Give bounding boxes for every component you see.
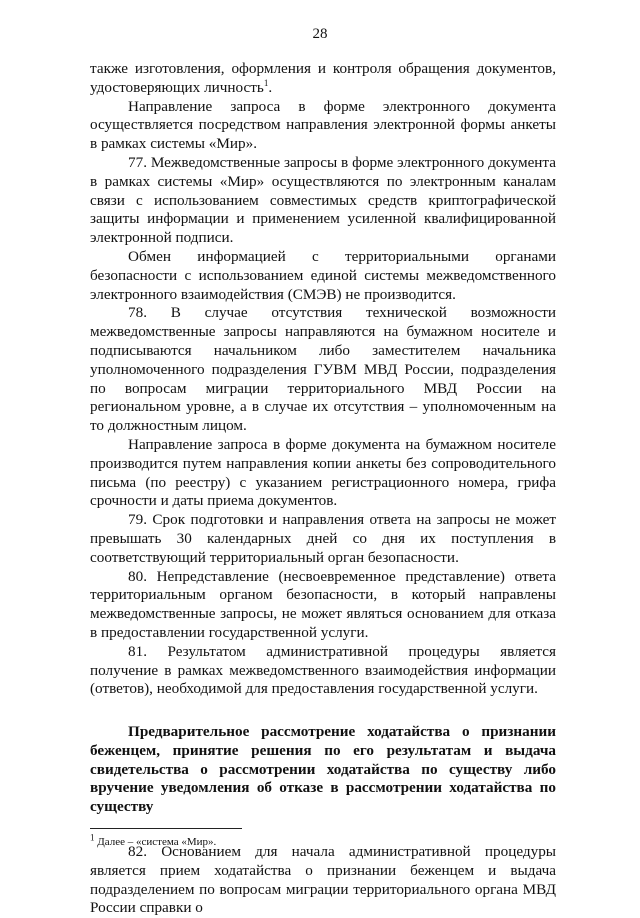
paragraph-text: также изготовления, оформления и контроля обращения документов, удостоверяющих личность — [90, 60, 556, 96]
footnote — [90, 832, 556, 849]
paragraph-continuation — [90, 60, 556, 98]
footnote-mark: 1 — [90, 832, 95, 843]
paragraph: Обмен информацией с территориальными органами безопасности с использованием единой системы межведомственного электронного взаимодействия (СМЭВ) не производится. — [90, 247, 556, 303]
paragraph-77: 77. Межведомственные запросы в форме электронного документа в рамках системы «Мир» осуществляются по электронным каналам связи с использованием совместимых средств криптографической защиты информации и применением усиленной квалифицированной электронной подписи. — [90, 153, 556, 247]
footnote-text: Далее – «система «Мир». — [94, 836, 217, 848]
footnote-reference: 1 — [263, 77, 269, 88]
document-body — [90, 60, 556, 918]
paragraph-82: 82. Основанием для начала административной процедуры является прием ходатайства о признании беженцем и выдача подразделением по вопросам миграции территориального органа МВД России справки о — [90, 843, 556, 917]
page-number: 28 — [312, 26, 328, 42]
period: . — [268, 78, 273, 96]
paragraph-78: 78. В случае отсутствия технической возможности межведомственные запросы направляются на бумажном носителе и подписываются начальником либо заместителем начальника уполномоченного подразделения ГУВМ МВД России, подразделения по вопросам миграции территориального МВД России на региональном уровне, а в случае их отсутствия – уполномоченным на то должностным лицом. — [90, 304, 556, 435]
paragraph-81: 81. Результатом административной процедуры является получение в рамках межведомственного взаимодействия информации (ответов), необходимой для предоставления государственной услуги. — [90, 642, 556, 698]
section-heading: Предварительное рассмотрение ходатайства о признании беженцем, принятие решения по его результатам и выдача свидетельства о рассмотрении ходатайства по существу либо вручение уведомления об отказе в рассмотрении ходатайства по существу — [90, 723, 556, 816]
footnote-divider — [90, 828, 242, 829]
paragraph: Направление запроса в форме документа на бумажном носителе производится путем направления копии анкеты без сопроводительного письма (по реестру) с указанием регистрационного номера, грифа срочности и даты приема документов. — [90, 435, 556, 510]
paragraph: Направление запроса в форме электронного документа осуществляется посредством направления электронной формы анкеты в рамках системы «Мир». — [90, 97, 556, 153]
paragraph-79: 79. Срок подготовки и направления ответа на запросы не может превышать 30 календарных дней со дня их поступления в соответствующий территориальный орган безопасности. — [90, 511, 556, 566]
paragraph-80: 80. Непредставление (несвоевременное представление) ответа территориальным органом безопасности, в который направлены межведомственные запросы, не может являться основанием для отказа в предоставлении государственной услуги. — [90, 567, 556, 641]
